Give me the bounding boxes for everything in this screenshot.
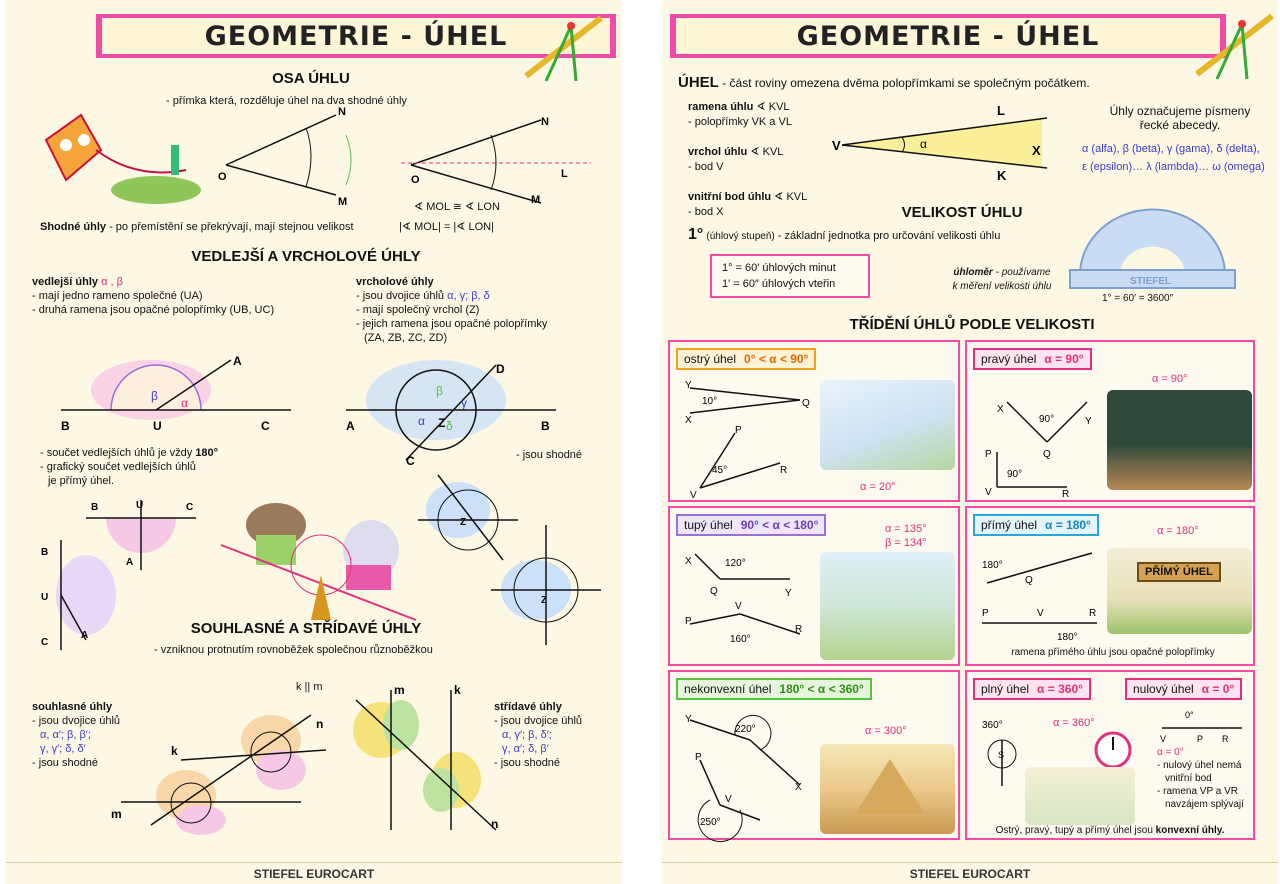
nulovy-a: α = 0° [1157, 747, 1184, 758]
svg-text:A: A [126, 557, 134, 568]
shodne-label: Shodné úhly [40, 221, 106, 233]
svg-text:Y: Y [785, 588, 792, 599]
svg-text:O: O [218, 171, 227, 183]
vrch-1: - jsou dvojice úhlů [356, 290, 445, 302]
svg-text:V: V [1037, 608, 1044, 619]
souhlasne-diagram [111, 700, 341, 830]
poster-right [662, 0, 1278, 884]
ostry-label: ostrý úhel [684, 352, 737, 366]
svg-text:m: m [111, 807, 122, 821]
tag-nulovy [1125, 678, 1242, 700]
tupy-val: 90° < α < 180° [740, 518, 819, 532]
protractor-illustration [1070, 200, 1235, 295]
osa-heading: OSA ÚHLU [272, 70, 350, 87]
plny-val: α = 360° [1037, 682, 1083, 696]
footer-brand: STIEFEL EUROCART [909, 866, 1031, 881]
svg-text:V: V [832, 138, 841, 153]
vrch-shodne: - jsou shodné [516, 449, 583, 461]
vedl-greek: α , β [101, 276, 123, 288]
box-primy [965, 506, 1255, 666]
s-g2: γ, γ′; δ, δ′ [40, 743, 86, 755]
vnitrni-sym: ∢ KVL [774, 191, 808, 203]
svg-text:Z: Z [460, 517, 467, 528]
s-title: souhlasné úhly [32, 701, 113, 713]
sum-3: je přímý úhel. [48, 475, 115, 487]
greek-list [1082, 140, 1277, 176]
svg-text:45°: 45° [712, 465, 728, 476]
vrch-block [356, 275, 596, 345]
vrch-3: - jejich ramena jsou opačné polopřímky [356, 318, 548, 330]
bisector-diagram-2 [401, 115, 601, 205]
vedl-1: - mají jedno rameno společné (UA) [32, 290, 203, 302]
svg-text:90°: 90° [1039, 414, 1055, 425]
st-1: - jsou dvojice úhlů [494, 715, 583, 727]
svg-text:C: C [41, 637, 49, 648]
svg-text:Q: Q [802, 398, 810, 409]
s-1: - jsou dvojice úhlů [32, 715, 121, 727]
svg-text:A: A [346, 419, 355, 433]
plny-label: plný úhel [981, 682, 1030, 696]
svg-text:Y: Y [685, 714, 692, 725]
vnitrni-label: vnitřní bod úhlu [688, 191, 772, 203]
svg-text:V: V [735, 601, 742, 612]
svg-text:A: A [233, 354, 242, 368]
svg-text:K: K [997, 168, 1007, 183]
greek-2: ε (epsilon)… λ (lambda)… ω (omega) [1082, 161, 1265, 173]
vedlejsi-diagram [61, 355, 291, 435]
svg-text:Y: Y [685, 380, 692, 391]
svg-text:γ: γ [461, 396, 467, 410]
small-vrch-diagram-2 [491, 525, 601, 645]
ostry-diagram [680, 378, 810, 501]
pyramid-shape [855, 759, 925, 814]
nulovy-1: - nulový úhel nemá [1157, 760, 1242, 771]
nulovy-2: vnitřní bod [1165, 773, 1212, 784]
ramena-2: - polopřímky VK a VL [688, 116, 792, 128]
units-1: 1° = 60′ úhlových minut [722, 262, 836, 274]
uhel-word: ÚHEL [678, 74, 719, 91]
sum-val: 180° [195, 447, 219, 459]
souhlasne-def: - vzniknou protnutím rovnoběžek společnou různoběžkou [154, 644, 433, 656]
st-g1: α, γ′; β, δ′; [502, 729, 552, 741]
svg-text:P: P [695, 752, 702, 763]
trideni-heading: TŘÍDĚNÍ ÚHLŮ PODLE VELIKOSTI [849, 316, 1095, 333]
poster-title: GEOMETRIE - ÚHEL [204, 20, 508, 52]
svg-text:L: L [997, 103, 1005, 118]
primy-sign: PŘÍMÝ ÚHEL [1137, 562, 1221, 582]
nulovy-text [1157, 746, 1257, 811]
nekonv-diagram [680, 710, 820, 835]
uhel-parts [688, 100, 848, 220]
poster-title: GEOMETRIE - ÚHEL [796, 20, 1100, 52]
tag-plny [973, 678, 1091, 700]
svg-text:N: N [338, 106, 346, 118]
footer-brand: STIEFEL EUROCART [253, 866, 375, 881]
s-2: - jsou shodné [32, 757, 99, 769]
svg-text:B: B [91, 502, 99, 513]
uhel-def-line [678, 76, 1178, 90]
tupy-diagram [680, 544, 820, 664]
svg-text:P: P [985, 449, 992, 460]
nulovy-val: α = 0° [1201, 682, 1235, 696]
svg-text:C: C [186, 502, 194, 513]
uhlomer-2: - používame [995, 267, 1051, 278]
uhlomer-text [932, 266, 1072, 294]
footer [662, 862, 1278, 884]
svg-text:Q: Q [1025, 575, 1033, 586]
pravy-scene [1107, 390, 1252, 490]
bisector-diagram-1 [216, 105, 386, 208]
pravy-label: pravý úhel [981, 352, 1037, 366]
ostry-a: α = 20° [860, 481, 896, 493]
svg-text:V: V [725, 794, 732, 805]
svg-text:β: β [436, 384, 443, 398]
plny-diagram [977, 716, 1027, 786]
eq-congruent: ∢ MOL ≅ ∢ LON [414, 201, 500, 213]
svg-text:U: U [153, 419, 162, 433]
vrchol-2: - bod V [688, 161, 724, 173]
svg-text:n: n [316, 717, 324, 731]
tupy-a1: α = 135° [885, 523, 927, 535]
oznac-1: Úhly označujeme písmeny [1109, 104, 1251, 118]
svg-text:C: C [406, 454, 415, 468]
svg-text:250°: 250° [700, 817, 721, 828]
st-g2: γ, α′; δ, β′ [502, 743, 549, 755]
svg-text:α: α [418, 414, 425, 428]
plny-a: α = 360° [1053, 717, 1095, 729]
clock-icon [1093, 730, 1133, 770]
tupy-label: tupý úhel [684, 518, 733, 532]
svg-text:V: V [690, 490, 697, 501]
nekonv-a: α = 300° [865, 725, 907, 737]
tag-pravy [973, 348, 1092, 370]
st-title: střídavé úhly [494, 701, 562, 713]
primy-label: přímý úhel [981, 518, 1038, 532]
eq-abs: |∢ MOL| = |∢ LON| [399, 221, 494, 233]
title-bar [670, 14, 1226, 58]
nulovy-4: navzájem splývají [1165, 799, 1244, 810]
vedl-2: - druhá ramena jsou opačné polopřímky (UB, UC) [32, 304, 275, 316]
compass-ruler-icon [516, 16, 606, 86]
s-g1: α, α′; β, β′; [40, 729, 91, 741]
svg-text:Q: Q [1043, 449, 1051, 460]
svg-text:U: U [136, 500, 144, 511]
protractor-caption: 1° = 60′ = 3600″ [1102, 293, 1174, 304]
primy-scene [1107, 548, 1252, 634]
st-block [494, 700, 614, 770]
stridave-diagram [346, 680, 506, 830]
box-nekonv [668, 670, 960, 840]
nekonv-val: 180° < α < 360° [779, 682, 864, 696]
sum-block [40, 446, 280, 488]
ramena-sym: ∢ KVL [756, 101, 790, 113]
svg-text:M: M [531, 194, 541, 206]
conclusion [967, 824, 1253, 838]
seesaw-illustration [221, 495, 421, 630]
greek-1: α (alfa), β (beta), γ (gama), δ (delta), [1082, 143, 1260, 155]
angle-kvl-diagram [832, 100, 1062, 183]
nulovy-diagram [1157, 710, 1247, 750]
vrch-1-greek: α, γ; β, δ [447, 290, 490, 302]
svg-text:X: X [1032, 143, 1041, 158]
tupy-a [885, 522, 927, 550]
primy-diagram [977, 548, 1102, 643]
svg-text:α: α [920, 137, 927, 151]
uhel-def: - část roviny omezena dvěma polopřímkami se společným počátkem. [722, 76, 1090, 90]
footer [6, 862, 622, 884]
vrch-title: vrcholové úhly [356, 276, 434, 288]
primy-val: α = 180° [1045, 518, 1091, 532]
svg-text:C: C [261, 419, 270, 433]
svg-text:A: A [81, 630, 89, 641]
svg-text:B: B [61, 419, 70, 433]
svg-text:D: D [496, 362, 505, 376]
svg-text:360°: 360° [982, 720, 1003, 731]
svg-text:U: U [41, 592, 49, 603]
svg-text:X: X [685, 556, 692, 567]
svg-text:m: m [394, 683, 405, 697]
vnitrni-2: - bod X [688, 206, 724, 218]
box-tupy [668, 506, 960, 666]
pravy-diagram [977, 382, 1107, 500]
ostry-scene [820, 380, 955, 470]
box-pravy [965, 340, 1255, 502]
vedl-title: vedlejší úhly [32, 276, 99, 288]
svg-text:Q: Q [710, 586, 718, 597]
svg-text:X: X [795, 782, 802, 793]
svg-text:90°: 90° [1007, 469, 1023, 480]
nekonv-label: nekonvexní úhel [684, 682, 772, 696]
svg-text:S: S [998, 750, 1005, 760]
vrch-2: - mají společný vrchol (Z) [356, 304, 480, 316]
svg-text:180°: 180° [982, 560, 1003, 571]
svg-text:δ: δ [446, 419, 453, 433]
deg-line [688, 228, 1088, 244]
svg-text:10°: 10° [702, 396, 718, 407]
svg-text:X: X [997, 404, 1004, 415]
tupy-b1: β = 134° [885, 537, 927, 549]
primy-a: α = 180° [1157, 525, 1199, 537]
svg-text:160°: 160° [730, 634, 751, 645]
nulovy-label: nulový úhel [1133, 682, 1194, 696]
svg-text:Z: Z [438, 416, 446, 430]
vrchol-sym: ∢ KVL [750, 146, 784, 158]
svg-text:k: k [171, 744, 178, 758]
svg-text:R: R [780, 465, 788, 476]
ramena-label: ramena úhlu [688, 101, 754, 113]
units-box [710, 254, 870, 298]
svg-text:R: R [1222, 734, 1229, 744]
svg-text:V: V [985, 487, 992, 498]
conclusion-1: Ostrý, pravý, tupý a přímý úhel jsou [995, 825, 1153, 836]
plny-scene [1025, 767, 1135, 825]
svg-text:L: L [561, 168, 568, 180]
sum-2: - grafický součet vedlejších úhlů [40, 461, 196, 473]
svg-text:V: V [1160, 734, 1167, 744]
box-ostry [668, 340, 960, 502]
svg-text:180°: 180° [1057, 632, 1078, 643]
svg-text:X: X [685, 415, 692, 426]
shodne-text: - po přemístění se překrývají, mají stejnou velikost [109, 221, 354, 233]
svg-text:220°: 220° [735, 724, 756, 735]
svg-text:β: β [151, 389, 158, 403]
tag-nekonv [676, 678, 872, 700]
uhlomer-1: úhloměr [953, 267, 993, 278]
osa-def: - přímka která, rozděluje úhel na dva shodné úhly [166, 95, 407, 107]
velikost-heading: VELIKOST ÚHLU [901, 204, 1023, 221]
compass-ruler-icon [1192, 14, 1277, 84]
svg-text:O: O [411, 174, 420, 186]
pravy-val: α = 90° [1044, 352, 1084, 366]
shodne-line [40, 220, 420, 234]
svg-text:0°: 0° [1185, 710, 1194, 720]
primy-note: ramena přímého úhlu jsou opačné polopřímky [1011, 647, 1215, 658]
nulovy-3: - ramena VP a VR [1157, 786, 1238, 797]
small-vertical-diagram [36, 540, 116, 650]
vrchol-label: vrchol úhlu [688, 146, 748, 158]
tupy-scene [820, 552, 955, 660]
box-plny [965, 670, 1255, 840]
souhlasne-heading: SOUHLASNÉ A STŘÍDAVÉ ÚHLY [190, 620, 422, 637]
tag-ostry [676, 348, 816, 370]
oznac-2: řecké abecedy. [1139, 118, 1221, 132]
svg-text:B: B [41, 547, 49, 558]
conclusion-2: konvexní úhly. [1155, 825, 1225, 836]
vrch-4: (ZA, ZB, ZC, ZD) [364, 332, 448, 344]
vedlejsi-heading: VEDLEJŠÍ A VRCHOLOVÉ ÚHLY [191, 248, 421, 265]
deg-text: - základní jednotka pro určování velikosti úhlu [777, 230, 1001, 242]
poster-left [6, 0, 622, 884]
svg-text:P: P [735, 425, 742, 436]
pravy-a: α = 90° [1152, 373, 1188, 385]
svg-text:P: P [982, 608, 989, 619]
vedl-block [32, 275, 352, 317]
tag-primy [973, 514, 1099, 536]
svg-text:B: B [541, 419, 550, 433]
ostry-val: 0° < α < 90° [744, 352, 809, 366]
svg-text:R: R [1089, 608, 1097, 619]
st-2: - jsou shodné [494, 757, 561, 769]
nekonv-scene [820, 744, 955, 834]
svg-text:k: k [454, 683, 461, 697]
svg-text:P: P [1197, 734, 1204, 744]
svg-text:N: N [541, 116, 549, 128]
deg-note: (úhlový stupeň) [706, 231, 775, 242]
kite-illustration [36, 110, 206, 210]
svg-text:Y: Y [1085, 416, 1092, 427]
tag-tupy [676, 514, 826, 536]
svg-text:M: M [338, 196, 348, 208]
uhlomer-3: k měření velikosti úhlu [952, 281, 1052, 292]
sum-1: - součet vedlejších úhlů je vždy [40, 447, 193, 459]
protractor-brand: STIEFEL [1130, 276, 1172, 287]
svg-text:Z: Z [541, 595, 548, 606]
km-label: k || m [296, 681, 323, 693]
svg-text:120°: 120° [725, 558, 746, 569]
oznac [1090, 104, 1270, 132]
units-2: 1′ = 60″ úhlových vteřin [722, 278, 836, 290]
svg-text:R: R [1062, 489, 1070, 500]
deg: 1° [688, 226, 704, 243]
svg-text:α: α [181, 396, 188, 410]
svg-text:P: P [685, 616, 692, 627]
svg-text:R: R [795, 624, 803, 635]
svg-text:n: n [491, 817, 499, 831]
